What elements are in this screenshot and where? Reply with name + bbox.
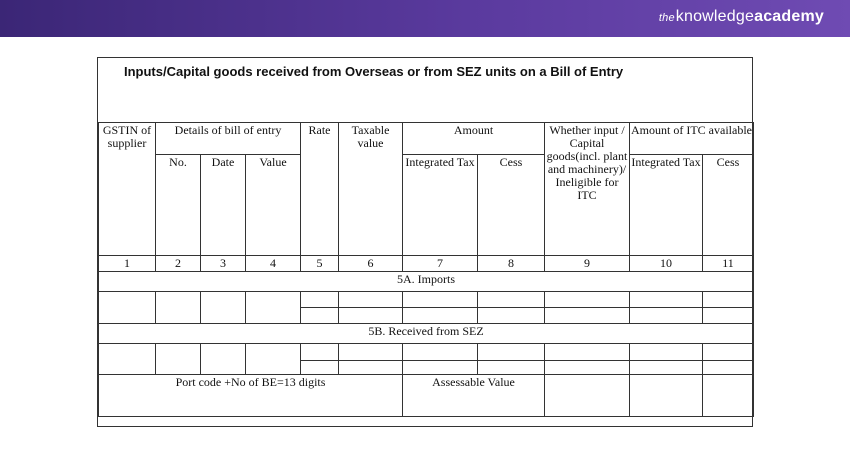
column-number: 7 xyxy=(403,256,478,272)
column-number: 11 xyxy=(703,256,754,272)
header-amount: Amount xyxy=(403,123,545,155)
table-cell[interactable] xyxy=(403,361,478,375)
table-cell[interactable] xyxy=(156,344,201,375)
top-banner xyxy=(0,0,850,37)
column-number: 10 xyxy=(630,256,703,272)
header-whether-input: Whether input / Capital goods(incl. plant and machinery)/ Ineligible for ITC xyxy=(545,123,630,256)
header-gstin: GSTIN of supplier xyxy=(99,123,156,256)
table-cell[interactable] xyxy=(201,344,246,375)
table-cell[interactable] xyxy=(301,361,339,375)
column-number: 1 xyxy=(99,256,156,272)
table-cell[interactable] xyxy=(703,361,754,375)
bill-of-entry-table xyxy=(98,122,754,417)
table-cell[interactable] xyxy=(246,344,301,375)
section-imports: 5A. Imports xyxy=(99,272,754,292)
header-cess: Cess xyxy=(478,155,545,256)
column-number: 2 xyxy=(156,256,201,272)
table-cell[interactable] xyxy=(703,344,754,361)
port-code-label: Port code +No of BE=13 digits xyxy=(99,375,403,417)
table-cell[interactable] xyxy=(630,361,703,375)
table-cell[interactable] xyxy=(301,308,339,324)
table-cell[interactable] xyxy=(403,292,478,308)
header-date: Date xyxy=(201,155,246,256)
table-cell[interactable] xyxy=(703,292,754,308)
column-number-row xyxy=(99,256,754,272)
assessable-value-label: Assessable Value xyxy=(403,375,545,417)
document-form xyxy=(97,57,753,427)
table-cell[interactable] xyxy=(630,344,703,361)
header-itc-available: Amount of ITC available xyxy=(630,123,754,155)
table-cell[interactable] xyxy=(630,308,703,324)
column-number: 8 xyxy=(478,256,545,272)
header-itc-cess: Cess xyxy=(703,155,754,256)
header-itc-integrated-tax: Integrated Tax xyxy=(630,155,703,256)
header-integrated-tax: Integrated Tax xyxy=(403,155,478,256)
table-cell[interactable] xyxy=(630,292,703,308)
table-row xyxy=(99,344,754,361)
table-cell[interactable] xyxy=(403,308,478,324)
table-cell[interactable] xyxy=(545,292,630,308)
table-cell[interactable] xyxy=(478,344,545,361)
table-cell[interactable] xyxy=(545,308,630,324)
header-bill-details: Details of bill of entry xyxy=(156,123,301,155)
table-cell[interactable] xyxy=(246,292,301,324)
column-number: 6 xyxy=(339,256,403,272)
table-cell[interactable] xyxy=(301,292,339,308)
column-number: 4 xyxy=(246,256,301,272)
table-cell[interactable] xyxy=(545,375,630,417)
header-taxable-value: Taxable value xyxy=(339,123,403,256)
table-cell[interactable] xyxy=(703,375,754,417)
table-cell[interactable] xyxy=(99,292,156,324)
header-no: No. xyxy=(156,155,201,256)
table-cell[interactable] xyxy=(478,361,545,375)
table-cell[interactable] xyxy=(201,292,246,324)
table-cell[interactable] xyxy=(403,344,478,361)
table-cell[interactable] xyxy=(339,361,403,375)
brand-logo: theknowledgeacademy xyxy=(658,8,824,25)
table-cell[interactable] xyxy=(545,361,630,375)
table-cell[interactable] xyxy=(545,344,630,361)
table-cell[interactable] xyxy=(630,375,703,417)
table-row xyxy=(99,292,754,308)
column-number: 9 xyxy=(545,256,630,272)
form-title: Inputs/Capital goods received from Overseas or from SEZ units on a Bill of Entry xyxy=(124,64,624,79)
column-number: 3 xyxy=(201,256,246,272)
header-value: Value xyxy=(246,155,301,256)
table-cell[interactable] xyxy=(703,308,754,324)
table-cell[interactable] xyxy=(339,308,403,324)
table-cell[interactable] xyxy=(478,308,545,324)
table-cell[interactable] xyxy=(339,344,403,361)
table-cell[interactable] xyxy=(339,292,403,308)
column-number: 5 xyxy=(301,256,339,272)
table-cell[interactable] xyxy=(99,344,156,375)
table-cell[interactable] xyxy=(156,292,201,324)
table-cell[interactable] xyxy=(301,344,339,361)
table-cell[interactable] xyxy=(478,292,545,308)
header-rate: Rate xyxy=(301,123,339,256)
section-received-from-sez: 5B. Received from SEZ xyxy=(99,324,754,344)
